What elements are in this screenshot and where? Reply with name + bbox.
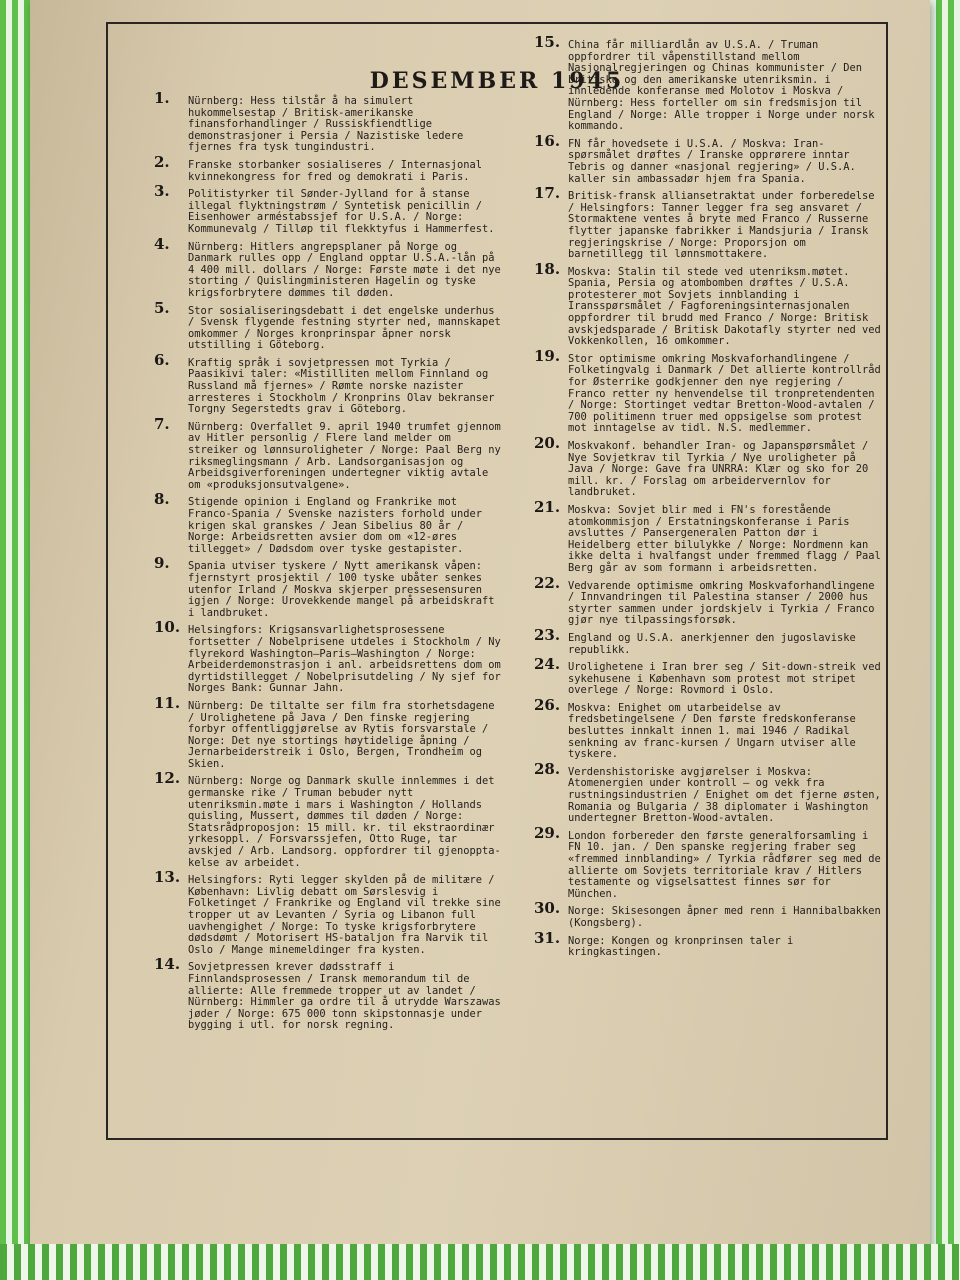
entry-text: Stigende opinion i England og Frankrike mot Franco-Spania / Svenske nazisters forhold under krigen skal granskes / Jean Sibelius 80 år / Norge: Arbeidsretten avsier dom om «12-øres tillegget» / Dødsdom over tyske gestapister. [188, 496, 483, 555]
chronicle-entry [534, 346, 884, 435]
entry-day-number: 23. [534, 625, 561, 644]
entry-day-number: 9. [154, 554, 170, 573]
chronicle-entry [534, 655, 884, 697]
entry-text: FN får hovedsete i U.S.A. / Moskva: Iran-spørsmålet drøftes / Iranske opprørere inntar Tebris og danner «nasjonal regjering» / U.S.A. kaller sin ambassadør hjem fra Spania. [568, 137, 856, 185]
entry-day-number: 22. [534, 573, 561, 592]
chronicle-entry [154, 152, 504, 183]
entry-text: Helsingfors: Ryti legger skylden på de militære / København: Livlig debatt om Sørslesvig i Folketinget / Frankrike og England vil trekke sine tropper ut av Levanten / Syria og Libanon full uavhengighet / Norge: To tyske krigsforbrytere dødsdømt / Motorisert HS-bataljon fra Narvik til Oslo / Mange minemeldinger fra kysten. [188, 874, 501, 956]
entry-day-number: 8. [154, 490, 170, 509]
entry-day-number: 1. [154, 89, 170, 107]
chronicle-entry [534, 184, 884, 261]
chronicle-entry [154, 89, 504, 154]
chronicle-entry [534, 759, 884, 825]
entry-day-number: 17. [534, 184, 561, 203]
chronicle-entry [534, 899, 884, 929]
entry-text: Spania utviser tyskere / Nytt amerikansk våpen: fjernstyrt prosjektil / 100 tyske ubåter senkes utenfor Irland / Moskva skjerper pressesensuren igjen / Norge: Urovekkende mangel på arbeidskraft i landbruket. [188, 560, 495, 619]
chronicle-entry [534, 259, 884, 348]
entry-day-number: 29. [534, 823, 561, 842]
entry-text: Nürnberg: Overfallet 9. april 1940 trumfet gjennom av Hitler personlig / Flere land melder om streiker og lønnsuroligheter / Norge: Paal Berg ny riksmeglingsmann / Arb. Landsorganisasjon og Arbeidsgiverforeningen undertegner viktig avtale om «produksjonsutvalgene». [188, 420, 501, 491]
right-column [534, 33, 884, 965]
entry-day-number: 13. [154, 868, 181, 887]
entry-text: Urolighetene i Iran brer seg / Sit-down-streik ved sykehusene i København som protest mot stripet overlege / Norge: Rovmord i Oslo. [568, 661, 881, 697]
entry-text: Vedvarende optimisme omkring Moskvaforhandlingene / Innvandringen til Palestina stanser / 2000 hus styrter sammen under jordskjelv i Tyrkia / Franco gjør nye tilpassingsforsøk. [568, 579, 875, 627]
entry-day-number: 21. [534, 497, 561, 516]
chronicle-entry [534, 434, 884, 499]
entry-day-number: 15. [534, 33, 561, 51]
tablecloth-strip [0, 1244, 960, 1280]
chronicle-entry [154, 414, 504, 492]
entry-text: Helsingfors: Krigsansvarlighetsprosessene fortsetter / Nobelprisene utdeles i Stockholm / Ny flyrekord Washington—Paris—Washington / Norge: Arbeiderdemonstrasjon i anl. arbeidsrettens dom om dyrtidstillegget / Nobelprisutdeling / Ny sjef for Norges Bank: Gunnar Jahn. [188, 624, 501, 695]
entry-day-number: 16. [534, 131, 561, 150]
entry-text: Moskva: Stalin til stede ved utenriksm.møtet. Spania, Persia og atombomben drøftes / U.S.A. protesterer mot Sovjets innblanding i Iransspørsmålet / Fagforeningsinternasjonalen oppfordrer til brudd med Franco / Norge: Britisk avskjedsparade / Britisk Dakotafly styrter ned ved Vokkenkollen, 16 omkommer. [568, 265, 881, 348]
chronicle-entry [534, 625, 884, 656]
chronicle-entry [534, 823, 884, 901]
entry-text: Nürnberg: De tiltalte ser film fra storhetsdagene / Urolighetene på Java / Den finske regjering forbyr offentliggjørelse av Rytis forsvarstale / Norge: Det nye stortings høytidelige åpning / Jernarbeiderstreik i Oslo, Bergen, Trondheim og Skien. [188, 699, 495, 770]
chronicle-entry [534, 695, 884, 761]
entry-text: Moskvakonf. behandler Iran- og Japanspørsmålet / Nye Sovjetkrav til Tyrkia / Nye uroligheter på Java / Norge: Gave fra UNRRA: Klær og sko for 20 mill. kr. / Forslag om arbeidervernlov for landbruket. [568, 440, 869, 499]
entry-text: Franske storbanker sosialiseres / Internasjonal kvinnekongress for fred og demokrati i Paris. [188, 158, 483, 183]
entry-text: Verdenshistoriske avgjørelser i Moskva: Atomenergien under kontroll — og vekk fra rustningsindustrien / Enighet om det fjerne østen, Romania og Bulgaria / 38 diplomater i Washington undertegner Bretton-Wood-avtalen. [568, 765, 881, 825]
entry-day-number: 11. [154, 693, 181, 712]
entry-day-number: 4. [154, 234, 170, 253]
entry-text: England og U.S.A. anerkjenner den jugoslaviske republikk. [568, 631, 856, 656]
chronicle-entry [534, 497, 884, 575]
entry-day-number: 18. [534, 259, 561, 278]
entry-day-number: 24. [534, 655, 561, 674]
entry-day-number: 5. [154, 298, 170, 317]
entry-day-number: 2. [154, 152, 170, 171]
entry-day-number: 31. [534, 928, 561, 947]
entry-day-number: 28. [534, 759, 561, 778]
entry-text: China får milliardlån av U.S.A. / Truman oppfordrer til våpenstillstand mellom Nasjonalregjeringen og Chinas kommunister / Den britiske og den amerikanske utenriksmin. i innledende konferanse med Molotov i Moskva / Nürnberg: Hess forteller om sin fredsmisjon til England / Norge: Alle tropper i Norge under norsk kommando. [568, 39, 875, 133]
chronicle-entry [154, 955, 504, 1032]
entry-text: Stor optimisme omkring Moskvaforhandlingene / Folketingvalg i Danmark / Det allierte kontrollråd for Østerrike godkjenner den nye regjering / Franco retter ny henvendelse til tronpretendenten / Norge: Stortinget vedtar Bretton-Wood-avtalen / 700 politimenn truer med oppsigelse som protest mot inntagelse av tidl. N.S. medlemmer. [568, 352, 881, 435]
entry-day-number: 26. [534, 695, 561, 714]
entry-text: Norge: Skisesongen åpner med renn i Hannibalbakken (Kongsberg). [568, 905, 881, 929]
chronicle-entry [154, 234, 504, 300]
chronicle-entry [534, 928, 884, 959]
chronicle-entry [154, 182, 504, 235]
magazine-page [30, 0, 930, 1262]
page-title: DESEMBER 1945 [369, 68, 625, 94]
chronicle-entry [154, 350, 504, 416]
entry-day-number: 6. [154, 350, 170, 369]
entry-text: Nürnberg: Hitlers angrepsplaner på Norge og Danmark rulles opp / England opptar U.S.A.-lån på 4 400 mill. dollars / Norge: Første møte i det nye storting / Quislingministeren Hagelin og tyske krigsforbrytere dømmes til døden. [188, 240, 501, 299]
chronicle-entry [154, 769, 504, 869]
entry-day-number: 7. [154, 414, 170, 433]
entry-text: Kraftig språk i sovjetpressen mot Tyrkia / Paasikivi taler: «Mistilliten mellom Finnland og Russland må fjernes» / Rømte norske nazister arresteres i Stockholm / Kronprins Olav bekranser Torgny Segerstedts grav i Göteborg. [188, 356, 495, 416]
entry-text: Nürnberg: Norge og Danmark skulle innlemmes i det germanske rike / Truman bebuder nytt utenriksmin.møte i mars i Washington / Hollands quisling, Mussert, dømmes til døden / Norge: Statsrådproposjon: 15 mill. kr. til ekstraordinær yrkesoppl. / Forsvarssjefen, Otto Ruge, tar avskjed / Arb. Landsorg. oppfordrer til gjenopptakelse av arbeidet. [188, 775, 501, 869]
entry-day-number: 14. [154, 955, 181, 974]
entry-text: Sovjetpressen krever dødsstraff i Finnlandsprosessen / Iransk memorandum til de allierte: Alle fremmede tropper ut av landet / Nürnberg: Himmler ga ordre til å utrydde Warszawas jøder / Norge: 675 000 tonn skipstonnasje under bygging i utl. for norsk regning. [188, 961, 501, 1032]
chronicle-entry [154, 554, 504, 619]
chronicle-frame [106, 22, 888, 1140]
chronicle-entry [154, 693, 504, 771]
entry-text: Politistyrker til Sønder-Jylland for å stanse illegal flyktningstrøm / Syntetisk penicillin / Eisenhower arméstabssjef for U.S.A. / Norge: Kommunevalg / Tilløp til flekktyfus i Hammerfest. [188, 188, 495, 235]
entry-text: Norge: Kongen og kronprinsen taler i kringkastingen. [568, 934, 794, 959]
entry-text: Nürnberg: Hess tilstår å ha simulert hukommelsestap / Britisk-amerikanske finansforhandlinger / Russiskfiendtlige demonstrasjoner i Persia / Nazistiske ledere fjernes fra tysk tungindustri. [188, 95, 464, 154]
chronicle-entry [534, 573, 884, 627]
entry-text: Moskva: Sovjet blir med i FN's forestående atomkommisjon / Erstatningskonferanse i Paris avsluttes / Pansergeneralen Patton dør i Heidelberg etter bilulykke / Norge: Nordmenn kan ikke delta i hvalfangst under fremmed flagg / Paal Berg går av som formann i arbeidsretten. [568, 503, 881, 574]
chronicle-entry [154, 868, 504, 956]
entry-day-number: 30. [534, 899, 561, 918]
entry-day-number: 20. [534, 434, 561, 452]
chronicle-entry [154, 298, 504, 352]
chronicle-entry [534, 33, 884, 133]
left-column [154, 89, 504, 1038]
chronicle-entry [154, 490, 504, 555]
entry-text: Moskva: Enighet om utarbeidelse av fredsbetingelsene / Den første fredskonferanse besluttes innkalt innen 1. mai 1946 / Radikal senkning av franc-kursen / Ungarn utviser alle tyskere. [568, 701, 856, 761]
entry-day-number: 3. [154, 182, 170, 201]
entry-text: London forbereder den første generalforsamling i FN 10. jan. / Den spanske regjering fraber seg «fremmed innblanding» / Tyrkia rådfører seg med de allierte om Sovjets territoriale krav / Hitlers testamente og vigselsattest finnes sør for München. [568, 829, 881, 900]
entry-day-number: 10. [154, 618, 181, 637]
entry-text: Stor sosialiseringsdebatt i det engelske underhus / Svensk flygende festning styrter ned, mannskapet omkommer / Norges kronprinspar åpner norsk utstilling i Göteborg. [188, 304, 501, 352]
chronicle-entry [534, 131, 884, 185]
entry-day-number: 12. [154, 769, 181, 788]
chronicle-entry [154, 618, 504, 695]
entry-text: Britisk-fransk alliansetraktat under forberedelse / Helsingfors: Tanner legger fra seg ansvaret / Stormaktene ventes å bryte med Franco / Russerne flytter japanske fabrikker i Mandsjuria / Iransk regjeringskrise / Norge: Proporsjon om barnetillegg til lønnsmottakere. [568, 190, 875, 261]
entry-day-number: 19. [534, 346, 561, 365]
